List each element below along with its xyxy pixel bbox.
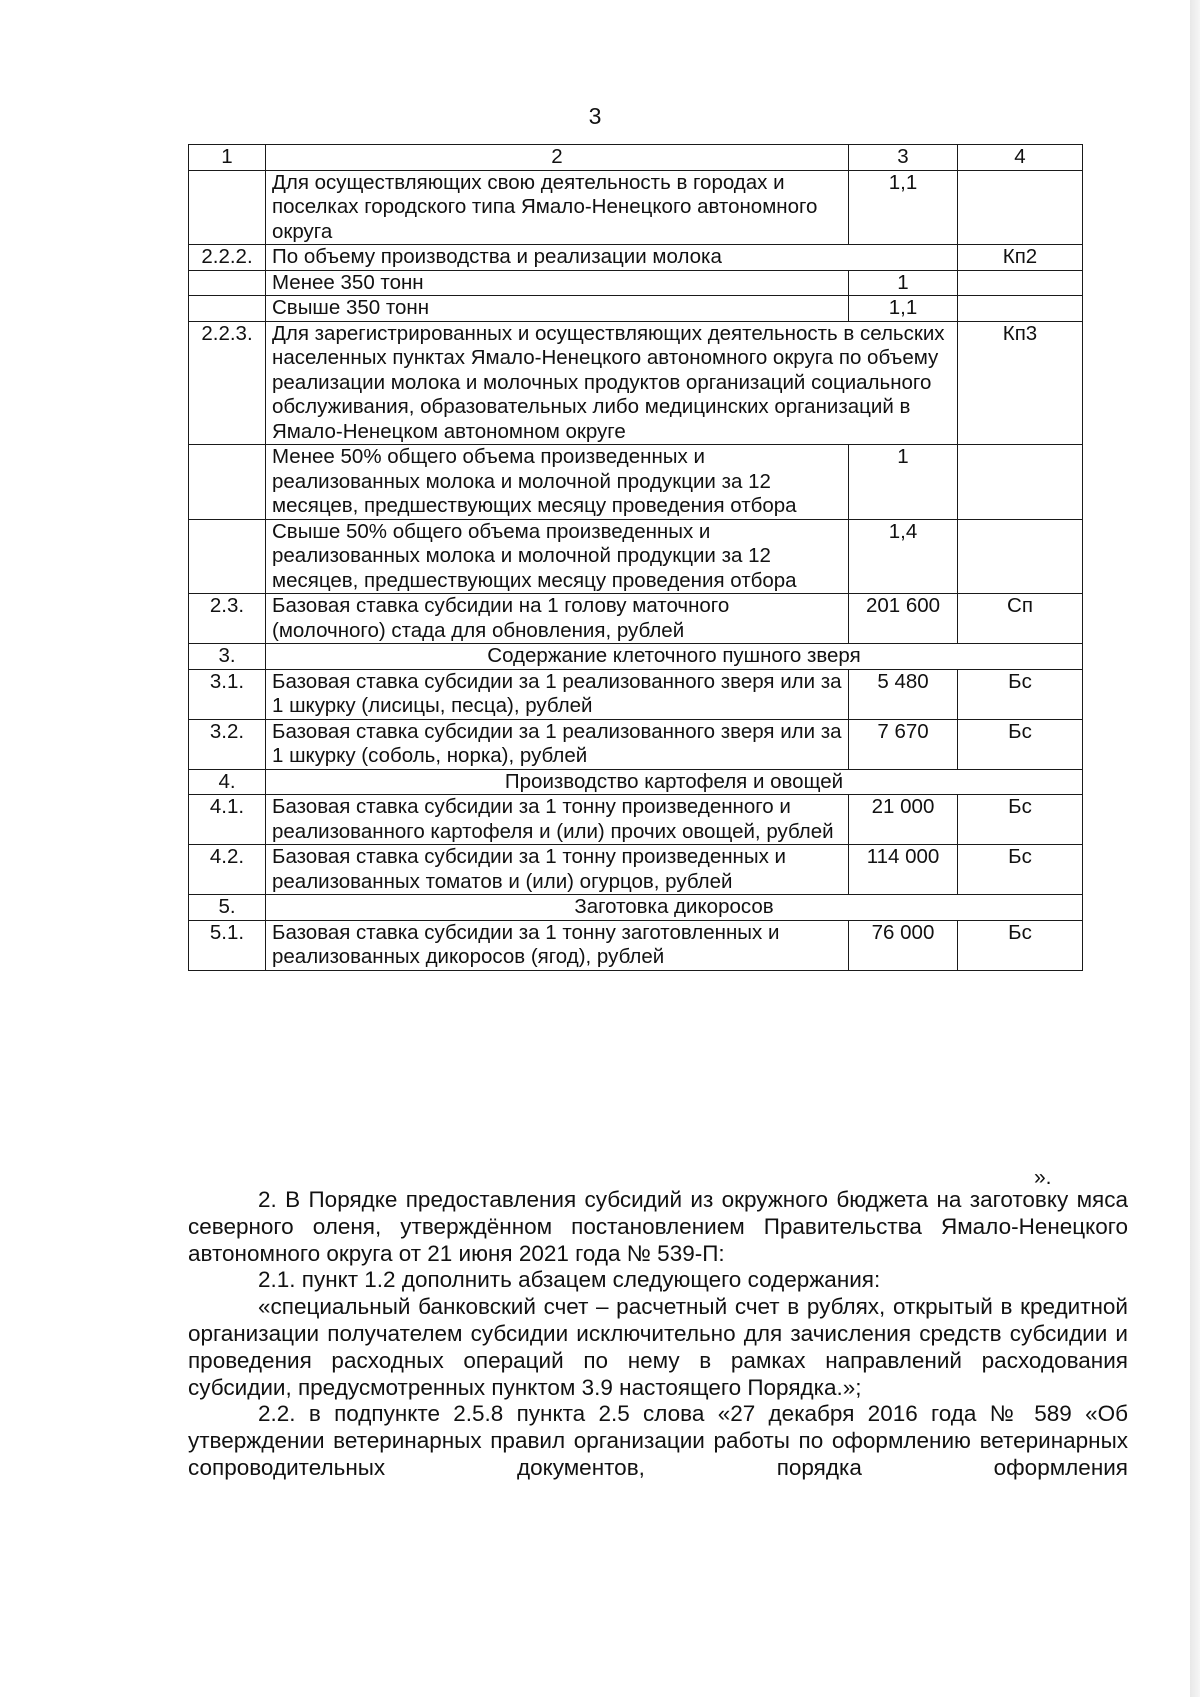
header-cell: 1: [189, 145, 266, 171]
table-row: [189, 669, 1083, 719]
table-row: [189, 321, 1083, 445]
row-number: 5.1.: [189, 920, 266, 970]
header-cell: 4: [958, 145, 1083, 171]
row-code: Бс: [958, 669, 1083, 719]
row-code: Бс: [958, 795, 1083, 845]
table-row: [189, 296, 1083, 322]
row-description: По объему производства и реализации молока: [266, 245, 958, 271]
row-number: 2.2.3.: [189, 321, 266, 445]
row-number: 2.3.: [189, 594, 266, 644]
row-value: 21 000: [849, 795, 958, 845]
table-row: [189, 270, 1083, 296]
row-description: Базовая ставка субсидии за 1 реализованного зверя или за 1 шкурку (соболь, норка), рублей: [266, 719, 849, 769]
row-value: 76 000: [849, 920, 958, 970]
table-row: [189, 719, 1083, 769]
row-description: Базовая ставка субсидии на 1 голову маточного (молочного) стада для обновления, рублей: [266, 594, 849, 644]
table-row: [189, 519, 1083, 594]
row-description: Базовая ставка субсидии за 1 реализованного зверя или за 1 шкурку (лисицы, песца), рублей: [266, 669, 849, 719]
row-number: 4.1.: [189, 795, 266, 845]
paragraph: 2. В Порядке предоставления субсидий из окружного бюджета на заготовку мяса северного оленя, утверждённом постановлением Правительства Ямало-Ненецкого автономного округа от 21 июня 2021 года № 539-П:: [188, 1187, 1128, 1266]
row-value: 1: [849, 445, 958, 520]
table-row: [189, 445, 1083, 520]
row-number: [189, 170, 266, 245]
row-value: 201 600: [849, 594, 958, 644]
row-code: Сп: [958, 594, 1083, 644]
row-number: [189, 270, 266, 296]
section-title: Заготовка дикоросов: [266, 895, 1083, 921]
row-number: 4.: [189, 769, 266, 795]
row-code: [958, 170, 1083, 245]
row-description: Свыше 50% общего объема произведенных и реализованных молока и молочной продукции за 12 месяцев, предшествующих месяцу проведения отбора: [266, 519, 849, 594]
table-row: [189, 845, 1083, 895]
row-value: 1,1: [849, 170, 958, 245]
row-code: [958, 296, 1083, 322]
row-number: 3.1.: [189, 669, 266, 719]
row-number: 4.2.: [189, 845, 266, 895]
row-code: Бс: [958, 719, 1083, 769]
row-code: Бс: [958, 845, 1083, 895]
row-number: [189, 519, 266, 594]
row-description: Свыше 350 тонн: [266, 296, 849, 322]
row-description: Для осуществляющих свою деятельность в городах и поселках городского типа Ямало-Ненецкого автономного округа: [266, 170, 849, 245]
table-row: [189, 795, 1083, 845]
row-value: 114 000: [849, 845, 958, 895]
row-code: Кп2: [958, 245, 1083, 271]
closing-quote: ».: [1034, 1166, 1052, 1189]
row-description: Базовая ставка субсидии за 1 тонну заготовленных и реализованных дикоросов (ягод), рублей: [266, 920, 849, 970]
row-number: [189, 445, 266, 520]
row-number: 2.2.2.: [189, 245, 266, 271]
row-description: Менее 350 тонн: [266, 270, 849, 296]
row-value: 5 480: [849, 669, 958, 719]
row-code: [958, 519, 1083, 594]
row-description: Базовая ставка субсидии за 1 тонну произведенного и реализованного картофеля и (или) прочих овощей, рублей: [266, 795, 849, 845]
row-code: [958, 445, 1083, 520]
table-row: [189, 170, 1083, 245]
header-cell: 2: [266, 145, 849, 171]
section-row: [189, 895, 1083, 921]
section-row: [189, 644, 1083, 670]
row-value: 1,4: [849, 519, 958, 594]
row-number: 5.: [189, 895, 266, 921]
paragraph: 2.2. в подпункте 2.5.8 пункта 2.5 слова «27 декабря 2016 года № 589 «Об утверждении ветеринарных правил организации работы по оформлению ветеринарных сопроводительных документов, порядка оформления: [188, 1401, 1128, 1480]
section-title: Содержание клеточного пушного зверя: [266, 644, 1083, 670]
row-number: [189, 296, 266, 322]
scan-edge: [1190, 0, 1200, 1697]
row-number: 3.2.: [189, 719, 266, 769]
row-value: 7 670: [849, 719, 958, 769]
row-code: [958, 270, 1083, 296]
table-row: [189, 920, 1083, 970]
row-value: 1: [849, 270, 958, 296]
body-text: [188, 1187, 1128, 1482]
row-description: Базовая ставка субсидии за 1 тонну произведенных и реализованных томатов и (или) огурцов, рублей: [266, 845, 849, 895]
row-description: Менее 50% общего объема произведенных и реализованных молока и молочной продукции за 12 месяцев, предшествующих месяцу проведения отбора: [266, 445, 849, 520]
row-code: Бс: [958, 920, 1083, 970]
row-description: Для зарегистрированных и осуществляющих деятельность в сельских населенных пунктах Ямало-Ненецкого автономного округа по объему реализации молока и молочных продуктов организаций социального обслуживания, образовательных либо медицинских организаций в Ямало-Ненецком автономном округе: [266, 321, 958, 445]
subsidy-rates-table: [188, 144, 1083, 971]
table-row: [189, 594, 1083, 644]
header-cell: 3: [849, 145, 958, 171]
paragraph: 2.1. пункт 1.2 дополнить абзацем следующего содержания:: [258, 1267, 881, 1293]
row-value: 1,1: [849, 296, 958, 322]
section-row: [189, 769, 1083, 795]
row-number: 3.: [189, 644, 266, 670]
paragraph: «специальный банковский счет – расчетный счет в рублях, открытый в кредитной организации получателем субсидии исключительно для зачисления средств субсидии и проведения расходных операций по нему в рамках направлений расходования субсидии, предусмотренных пунктом 3.9 настоящего Порядка.»;: [188, 1294, 1128, 1400]
page-number: 3: [588, 103, 602, 129]
section-title: Производство картофеля и овощей: [266, 769, 1083, 795]
table-row: [189, 245, 1083, 271]
row-code: Кп3: [958, 321, 1083, 445]
table-header-row: [189, 145, 1083, 171]
